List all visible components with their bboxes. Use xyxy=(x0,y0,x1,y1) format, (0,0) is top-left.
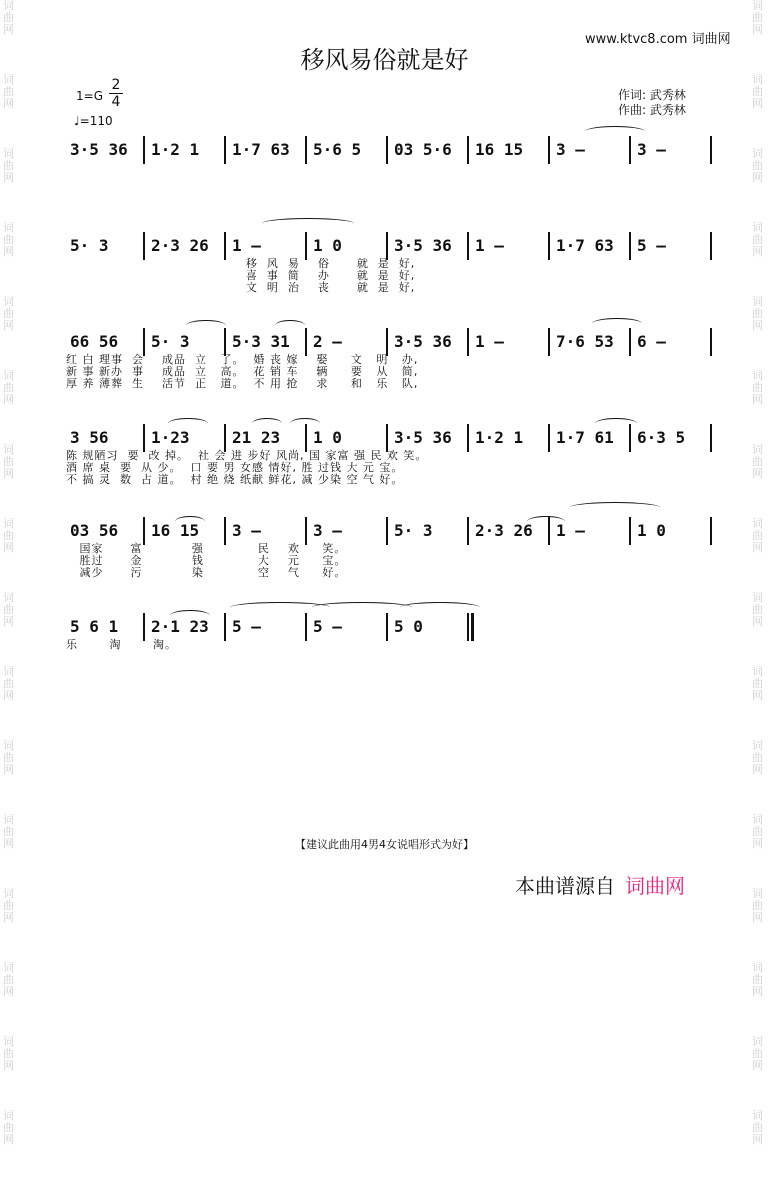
measure: 1·2 1 xyxy=(151,140,200,159)
measure: 1 – xyxy=(556,521,585,540)
watermark-text: 词 曲 网 xyxy=(752,1109,763,1146)
measure: 1 0 xyxy=(637,521,666,540)
watermark-text: 词 曲 网 xyxy=(752,887,763,924)
watermark-text: 词 曲 网 xyxy=(3,961,14,998)
lyric-line: 酒 席 桌 要 从 少。 口 要 男 女感 情好, 胜 过钱 大 元 宝。 xyxy=(66,461,404,474)
bar-line xyxy=(467,424,469,452)
staff-row xyxy=(66,428,716,486)
measure: 3·5 36 xyxy=(70,140,128,159)
measure: 16 15 xyxy=(475,140,524,159)
watermark-text: 词 曲 网 xyxy=(752,665,763,702)
lyric-line: 移 风 易 俗 就 是 好, xyxy=(66,257,416,270)
watermark-text: 词 曲 网 xyxy=(3,665,14,702)
time-signature-bottom: 4 xyxy=(109,93,123,110)
bar-line xyxy=(629,328,631,356)
lyric-line: 红 白 理事 会 成品 立 了。 婚 丧 嫁 娶 文 明 办, xyxy=(66,353,419,366)
lyric-line: 减少 污 染 空 气 好。 xyxy=(66,566,347,579)
measure: 16 15 xyxy=(151,521,200,540)
measure: 5 – xyxy=(232,617,261,636)
watermark-text: 词 曲 网 xyxy=(3,1109,14,1146)
lyric-line: 文 明 治 丧 就 是 好, xyxy=(66,281,416,294)
notes-line xyxy=(66,428,716,450)
watermark-text: 词 曲 网 xyxy=(752,369,763,406)
bar-line xyxy=(305,328,307,356)
staff-row xyxy=(66,236,716,294)
slur-arc xyxy=(168,418,208,429)
staff-row xyxy=(66,617,716,651)
measure: 3 – xyxy=(232,521,261,540)
measure: 3 – xyxy=(556,140,585,159)
measure: 1·23 xyxy=(151,428,190,447)
bar-line xyxy=(548,328,550,356)
notes-line xyxy=(66,140,716,162)
measure: 5· 3 xyxy=(394,521,433,540)
page-title: 移风易俗就是好 xyxy=(300,46,469,74)
measure: 03 5·6 xyxy=(394,140,452,159)
bar-line xyxy=(386,232,388,260)
watermark-text: 词 曲 网 xyxy=(3,739,14,776)
watermark-text: 词 曲 网 xyxy=(3,443,14,480)
tempo-value: =110 xyxy=(79,114,113,128)
bar-line xyxy=(548,136,550,164)
measure: 1·7 61 xyxy=(556,428,614,447)
watermark-text: 词 曲 网 xyxy=(3,591,14,628)
watermark-text: 词 曲 网 xyxy=(3,295,14,332)
measure: 5· 3 xyxy=(151,332,190,351)
slur-arc xyxy=(262,218,354,229)
slur-arc xyxy=(400,602,480,613)
measure: 1 0 xyxy=(313,428,342,447)
measure: 5·3 31 xyxy=(232,332,290,351)
measure: 3·5 36 xyxy=(394,428,452,447)
slur-arc xyxy=(175,516,205,527)
bar-line xyxy=(548,424,550,452)
slur-arc xyxy=(170,610,210,621)
bar-line xyxy=(629,232,631,260)
measure: 2·3 26 xyxy=(151,236,209,255)
time-signature-top: 2 xyxy=(111,77,121,93)
source-brand[interactable]: 词曲网 xyxy=(625,874,685,898)
bar-line xyxy=(143,136,145,164)
lyric-line: 不 搞 灵 数 占 道。 村 绝 烧 纸献 鲜花, 减 少染 空 气 好。 xyxy=(66,473,404,486)
measure: 21 23 xyxy=(232,428,281,447)
measure: 1 – xyxy=(232,236,261,255)
bar-line xyxy=(143,232,145,260)
watermark-text: 词 曲 网 xyxy=(3,813,14,850)
bar-line xyxy=(710,517,712,545)
watermark-text: 词 曲 网 xyxy=(752,0,763,36)
watermark-text: 词 曲 网 xyxy=(3,73,14,110)
bar-line xyxy=(710,232,712,260)
watermark-text: 词 曲 网 xyxy=(3,1035,14,1072)
bar-line xyxy=(386,136,388,164)
slur-arc xyxy=(527,516,565,527)
slur-arc xyxy=(186,320,226,331)
watermark-text: 词 曲 网 xyxy=(3,147,14,184)
staff-row xyxy=(66,521,716,579)
watermark-text: 词 曲 网 xyxy=(752,591,763,628)
watermark-right xyxy=(752,0,766,1184)
bar-line xyxy=(305,136,307,164)
bar-line xyxy=(467,328,469,356)
slur-arc xyxy=(252,418,282,429)
notes-line xyxy=(66,236,716,258)
composer: 作曲: 武秀林 xyxy=(618,103,686,117)
bar-line xyxy=(224,328,226,356)
slur-arc xyxy=(595,418,637,429)
measure: 2 – xyxy=(313,332,342,351)
bar-line xyxy=(629,136,631,164)
measure: 1 0 xyxy=(313,236,342,255)
bar-line xyxy=(224,424,226,452)
measure: 5· 3 xyxy=(70,236,109,255)
lyricist: 作词: 武秀林 xyxy=(618,88,686,102)
measure: 5 – xyxy=(313,617,342,636)
watermark-text: 词 曲 网 xyxy=(752,1035,763,1072)
measure: 3 – xyxy=(637,140,666,159)
watermark-text: 词 曲 网 xyxy=(3,517,14,554)
bar-line xyxy=(386,328,388,356)
watermark-text: 词 曲 网 xyxy=(752,295,763,332)
slur-arc xyxy=(592,318,642,329)
slur-arc xyxy=(585,126,645,137)
measure: 1·2 1 xyxy=(475,428,524,447)
staff-row xyxy=(66,332,716,390)
bar-line xyxy=(143,328,145,356)
measure: 66 56 xyxy=(70,332,119,351)
watermark-text: 词 曲 网 xyxy=(752,739,763,776)
lyric-line: 厚 养 薄葬 生 活节 正 道。 不 用 抢 求 和 乐 队, xyxy=(66,377,419,390)
measure: 7·6 53 xyxy=(556,332,614,351)
bar-line xyxy=(305,613,307,641)
measure: 1·7 63 xyxy=(556,236,614,255)
measure: 5 – xyxy=(637,236,666,255)
watermark-text: 词 曲 网 xyxy=(3,369,14,406)
measure: 3 56 xyxy=(70,428,109,447)
measure: 3·5 36 xyxy=(394,332,452,351)
slur-arc xyxy=(312,602,412,613)
time-signature xyxy=(109,77,123,110)
bar-line xyxy=(710,424,712,452)
watermark-text: 词 曲 网 xyxy=(752,147,763,184)
watermark-text: 词 曲 网 xyxy=(752,443,763,480)
bar-line xyxy=(386,424,388,452)
bar-line xyxy=(224,136,226,164)
watermark-text: 词 曲 网 xyxy=(752,517,763,554)
quarter-note-icon: ♩ xyxy=(74,114,80,128)
watermark-text: 词 曲 网 xyxy=(3,887,14,924)
watermark-text: 词 曲 网 xyxy=(3,0,14,36)
notes-line xyxy=(66,332,716,354)
bar-line xyxy=(548,232,550,260)
source-text: 本曲谱源自 xyxy=(515,874,615,898)
measure: 1 – xyxy=(475,236,504,255)
bar-line xyxy=(467,136,469,164)
site-label[interactable]: www.ktvc8.com 词曲网 xyxy=(585,32,731,47)
bar-line xyxy=(224,517,226,545)
measure: 6·3 5 xyxy=(637,428,686,447)
bar-line xyxy=(305,517,307,545)
bar-line xyxy=(629,517,631,545)
bar-line xyxy=(305,232,307,260)
tempo-mark xyxy=(74,114,113,128)
lyric-line: 喜 事 简 办 就 是 好, xyxy=(66,269,416,282)
bar-line xyxy=(710,136,712,164)
notes-line xyxy=(66,617,716,639)
measure: 3·5 36 xyxy=(394,236,452,255)
watermark-text: 词 曲 网 xyxy=(3,221,14,258)
bar-line xyxy=(386,613,388,641)
measure: 2·1 23 xyxy=(151,617,209,636)
measure: 03 56 xyxy=(70,521,119,540)
slur-arc xyxy=(290,418,320,429)
measure: 1·7 63 xyxy=(232,140,290,159)
watermark-text: 词 曲 网 xyxy=(752,73,763,110)
measure: 5·6 5 xyxy=(313,140,362,159)
watermark-left xyxy=(3,0,17,1184)
bar-line xyxy=(467,517,469,545)
bar-line xyxy=(143,517,145,545)
key-signature: 1=G xyxy=(76,89,103,103)
watermark-text: 词 曲 网 xyxy=(752,221,763,258)
watermark-text: 词 曲 网 xyxy=(752,961,763,998)
lyric-line: 国家 富 强 民 欢 笑。 xyxy=(66,542,347,555)
lyric-line: 新 事 新办 事 成品 立 高。 花 销 车 辆 要 从 简, xyxy=(66,365,419,378)
lyric-line: 乐 淘 淘。 xyxy=(66,638,177,651)
staff-row xyxy=(66,140,716,162)
watermark-text: 词 曲 网 xyxy=(752,813,763,850)
bar-line xyxy=(224,232,226,260)
bar-line xyxy=(224,613,226,641)
final-bar-line xyxy=(471,613,474,641)
lyric-line: 陈 规陋习 要 改 掉。 社 会 进 步好 风尚, 国 家富 强 民 欢 笑。 xyxy=(66,449,428,462)
source-line xyxy=(515,870,685,899)
bar-line xyxy=(143,613,145,641)
bar-line xyxy=(467,613,469,641)
footnote: 【建议此曲用4男4女说唱形式为好】 xyxy=(295,838,474,851)
bar-line xyxy=(386,517,388,545)
slur-arc xyxy=(570,502,660,513)
lyric-line: 胜过 金 钱 大 元 宝。 xyxy=(66,554,347,567)
measure: 5 0 xyxy=(394,617,423,636)
measure: 5 6 1 xyxy=(70,617,119,636)
bar-line xyxy=(467,232,469,260)
bar-line xyxy=(710,328,712,356)
measure: 6 – xyxy=(637,332,666,351)
bar-line xyxy=(143,424,145,452)
measure: 1 – xyxy=(475,332,504,351)
measure: 2·3 26 xyxy=(475,521,533,540)
notes-line xyxy=(66,521,716,543)
slur-arc xyxy=(275,320,305,331)
measure: 3 – xyxy=(313,521,342,540)
